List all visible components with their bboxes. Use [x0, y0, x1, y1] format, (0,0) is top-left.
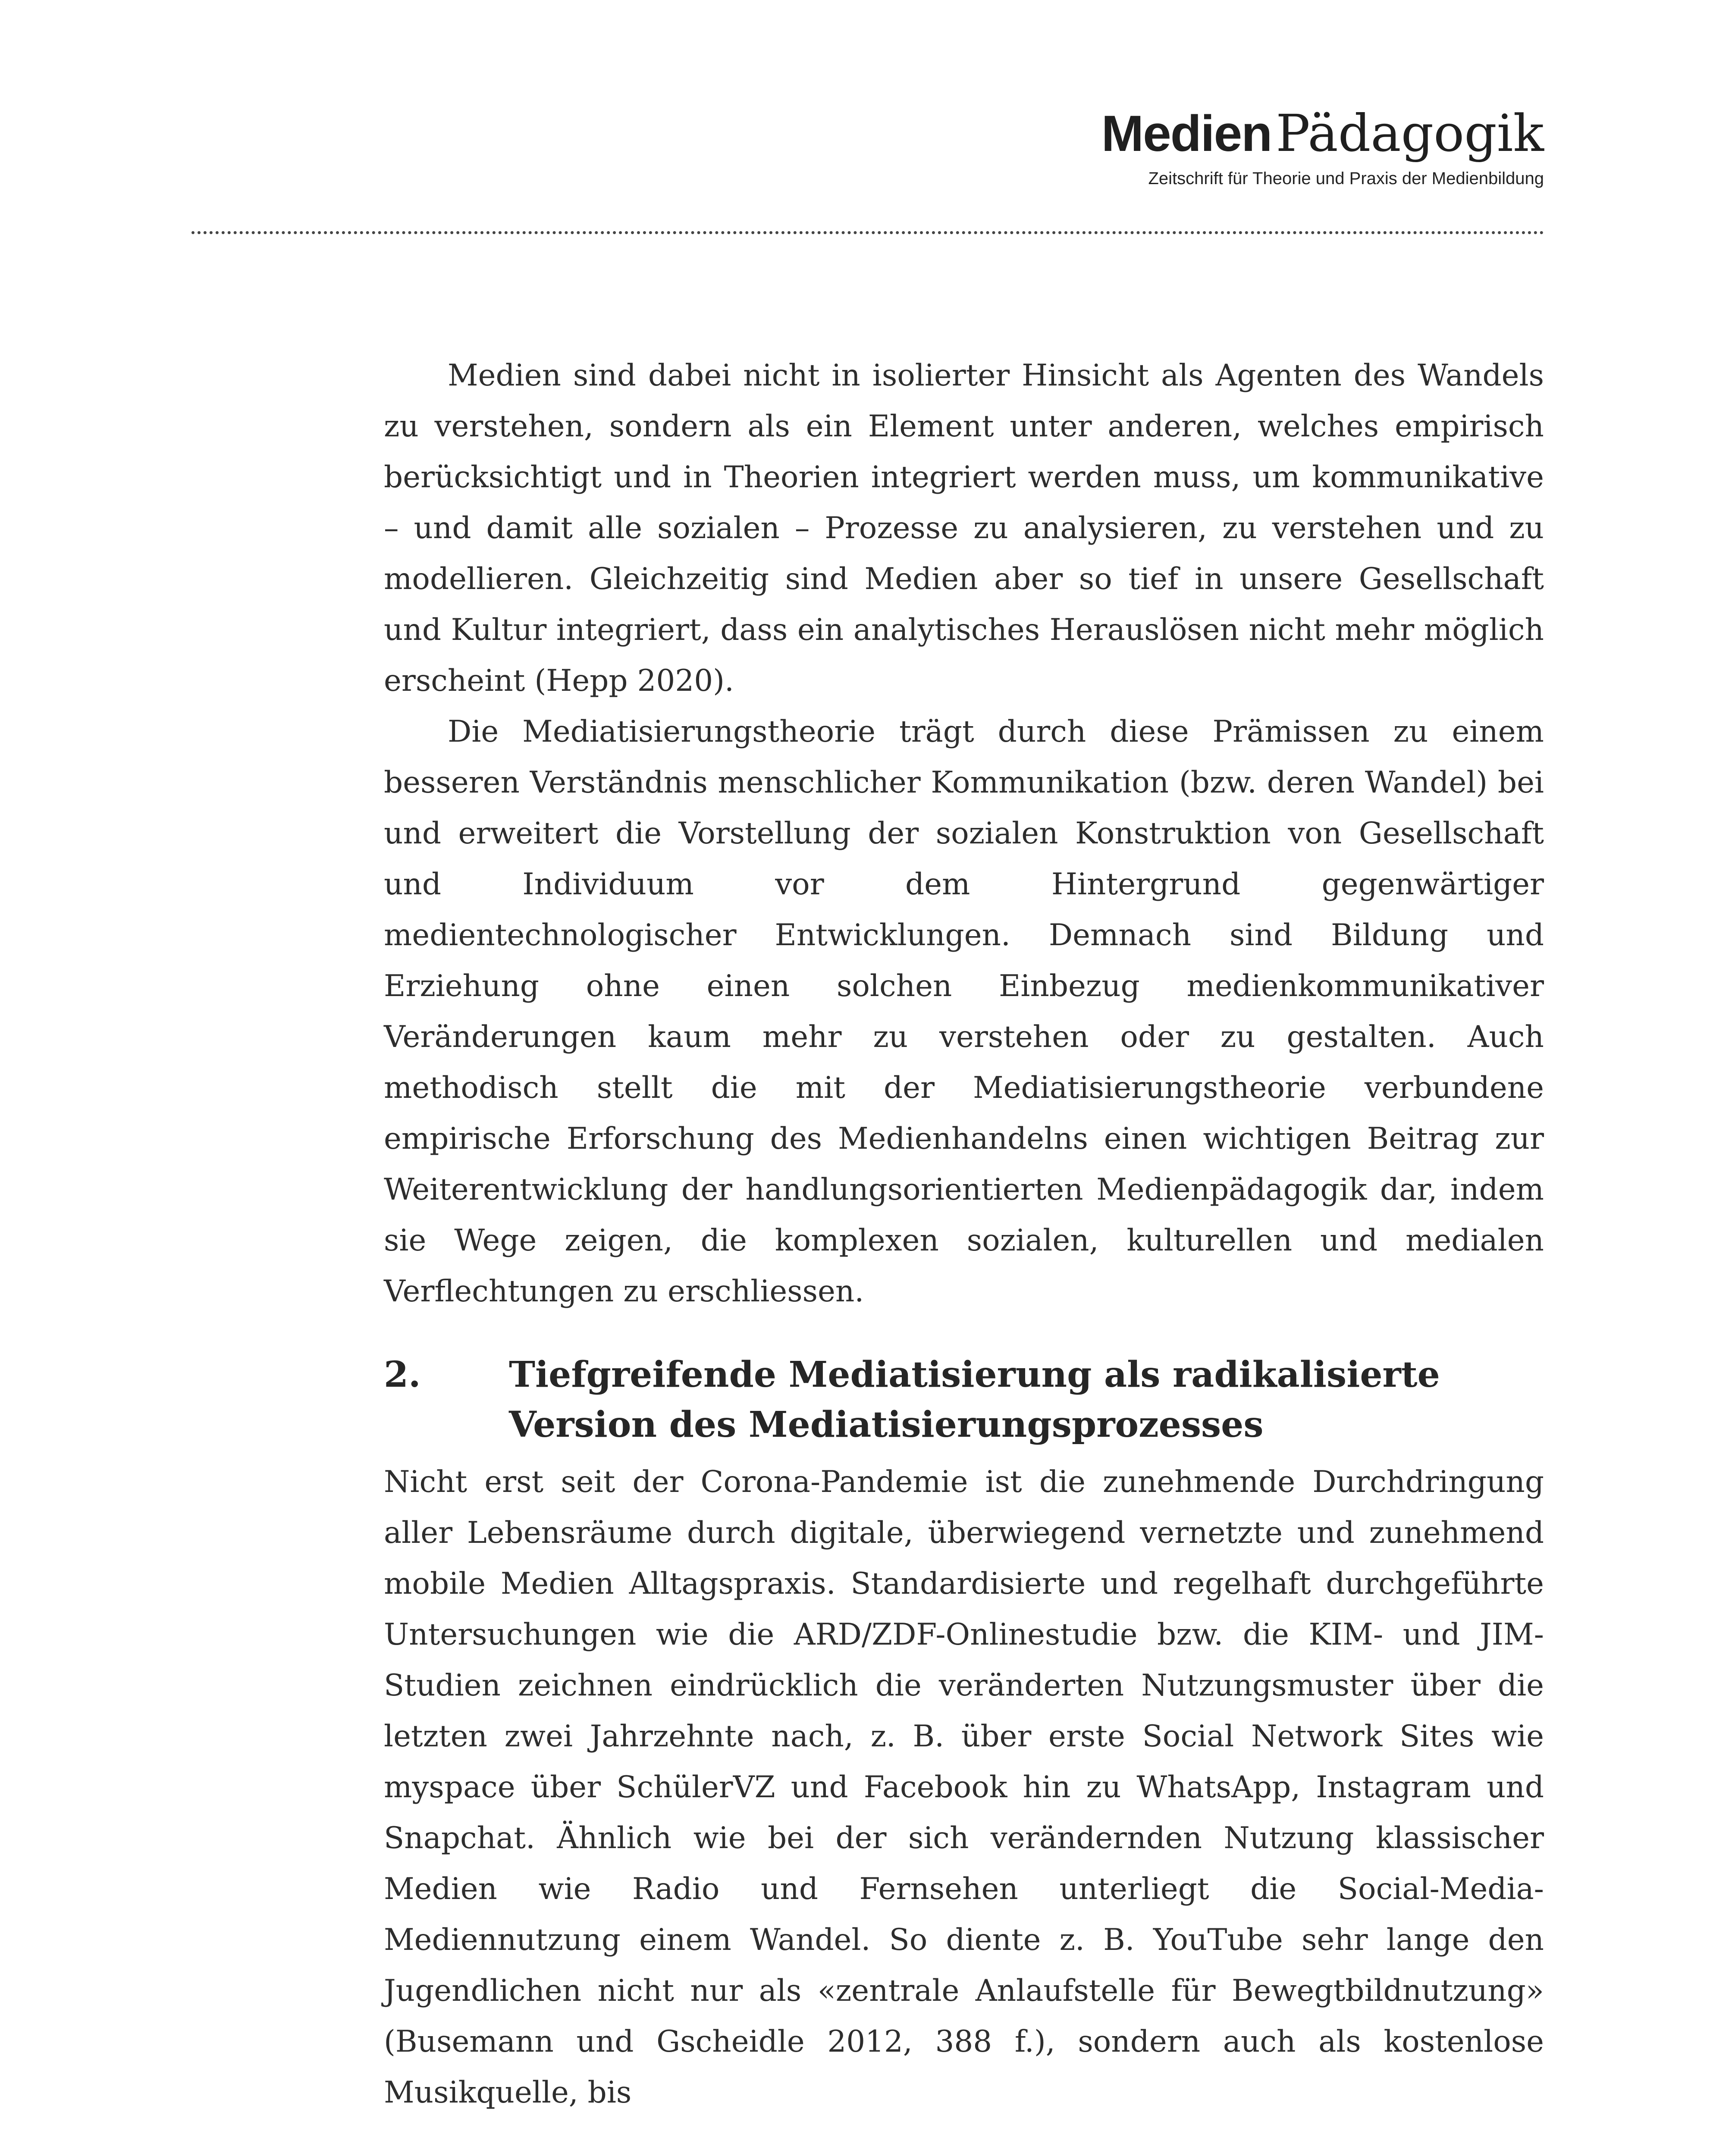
- body-text-bottom: [384, 1457, 1544, 2118]
- header-divider: [191, 231, 1544, 234]
- journal-logo: [1101, 103, 1544, 163]
- section-title: Tiefgreifende Mediatisierung als radikalisierte Version des Mediatisierungsprozesses: [509, 1354, 1440, 1445]
- section-heading: [384, 1350, 1544, 1450]
- paragraph-2: Die Mediatisierungstheorie trägt durch diese Prämissen zu einem besseren Verständnis menschlicher Kommunikation (bzw. deren Wandel) bei und erweitert die Vorstellung der sozialen Konstruktion von Gesellschaft und Individuum vor dem Hintergrund gegenwärtiger medientechnologischer Entwicklungen. Demnach sind Bildung und Erziehung ohne einen solchen Einbezug medienkommunikativer Veränderungen kaum mehr zu verstehen oder zu gestalten. Auch methodisch stellt die mit der Mediatisierungstheorie verbundene empirische Erforschung des Medienhandelns einen wichtigen Beitrag zur Weiterentwicklung der handlungsorientierten Medienpädagogik dar, indem sie Wege zeigen, die komplexen sozialen, kulturellen und medialen Verflechtungen zu erschliessen.: [384, 714, 1544, 1309]
- logo-regular-text: Pädagogik: [1276, 103, 1544, 163]
- logo-bold-text: Medien: [1101, 105, 1272, 162]
- body-text-top: [384, 350, 1544, 1317]
- section-number: 2.: [384, 1354, 421, 1395]
- journal-subtitle: Zeitschrift für Theorie und Praxis der Medienbildung: [1148, 169, 1544, 188]
- journal-header: [1101, 103, 1544, 188]
- paragraph-3: Nicht erst seit der Corona-Pandemie ist die zunehmende Durchdringung aller Lebensräume durch digitale, überwiegend vernetzte und zunehmend mobile Medien Alltagspraxis. Standardisierte und regelhaft durchgeführte Untersuchungen wie die ARD/ZDF-Onlinestudie bzw. die KIM- und JIM-Studien zeichnen eindrücklich die veränderten Nutzungsmuster über die letzten zwei Jahrzehnte nach, z. B. über erste Social Network Sites wie myspace über SchülerVZ und Facebook hin zu WhatsApp, Instagram und Snapchat. Ähnlich wie bei der sich verändernden Nutzung klassischer Medien wie Radio und Fernsehen unterliegt die Social-Media-Mediennutzung einem Wandel. So diente z. B. YouTube sehr lange den Jugendlichen nicht nur als «zentrale Anlaufstelle für Bewegtbildnutzung» (Busemann und Gscheidle 2012, 388 f.), sondern auch als kostenlose Musikquelle, bis: [384, 1465, 1544, 2110]
- paragraph-1: Medien sind dabei nicht in isolierter Hinsicht als Agenten des Wandels zu verstehen, sondern als ein Element unter anderen, welches empirisch berücksichtigt und in Theorien integriert werden muss, um kommunikative – und damit alle sozialen – Prozesse zu analysieren, zu verstehen und zu modellieren. Gleichzeitig sind Medien aber so tief in unsere Gesellschaft und Kultur integriert, dass ein analytisches Herauslösen nicht mehr möglich erscheint (Hepp 2020).: [384, 358, 1544, 698]
